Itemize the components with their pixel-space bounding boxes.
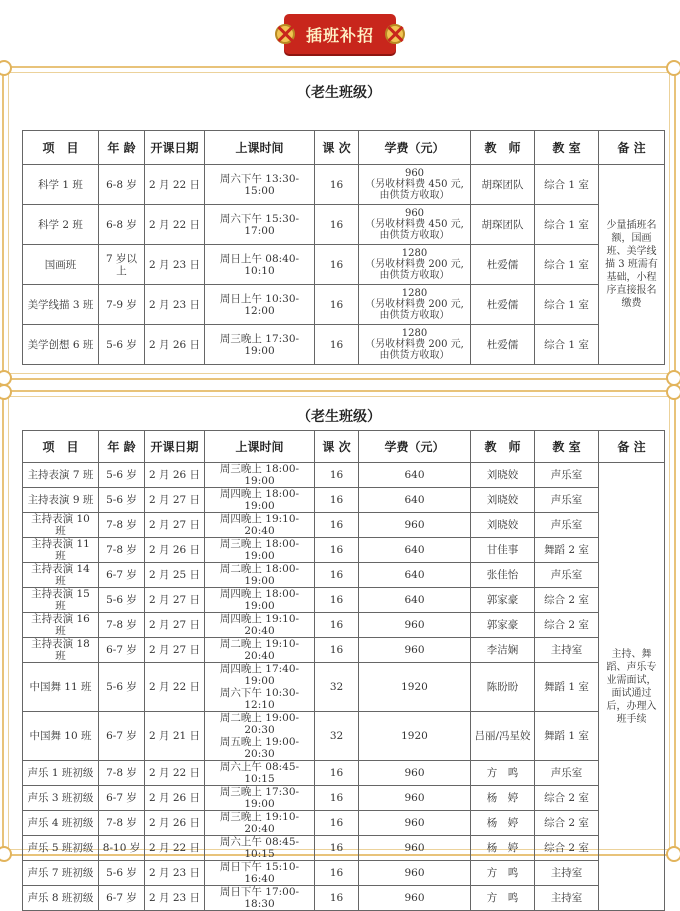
start-date: 2 月 26 日 xyxy=(145,463,205,488)
start-date: 2 月 23 日 xyxy=(145,886,205,911)
teacher: 刘晓姣 xyxy=(471,513,535,538)
class-time: 周四晚上 18:00-19:00 xyxy=(205,488,315,513)
lesson-count: 16 xyxy=(315,488,359,513)
classroom: 综合 2 室 xyxy=(535,811,599,836)
class-time: 周四晚上 19:10-20:40 xyxy=(205,513,315,538)
table-row xyxy=(23,205,665,245)
tuition-fee: 640 xyxy=(359,538,471,563)
lesson-count: 16 xyxy=(315,325,359,365)
start-date: 2 月 22 日 xyxy=(145,663,205,712)
tuition-fee: 1920 xyxy=(359,712,471,761)
teacher: 杜爱儒 xyxy=(471,245,535,285)
table-row xyxy=(23,613,665,638)
teacher: 陈盼盼 xyxy=(471,663,535,712)
teacher: 刘晓姣 xyxy=(471,488,535,513)
lesson-count: 16 xyxy=(315,563,359,588)
course-name: 科学 1 班 xyxy=(23,165,99,205)
teacher: 李洁娴 xyxy=(471,638,535,663)
course-name: 中国舞 10 班 xyxy=(23,712,99,761)
tuition-fee: 960 xyxy=(359,513,471,538)
lesson-count: 16 xyxy=(315,245,359,285)
header-cell: 项 目 xyxy=(23,131,99,165)
banner-title: 插班补招 xyxy=(305,26,374,45)
lesson-count: 16 xyxy=(315,285,359,325)
class-time: 周四晚上 18:00-19:00 xyxy=(205,588,315,613)
teacher: 甘佳事 xyxy=(471,538,535,563)
teacher: 杨 婷 xyxy=(471,811,535,836)
table-row xyxy=(23,463,665,488)
teacher: 刘晓姣 xyxy=(471,463,535,488)
course-name: 声乐 8 班初级 xyxy=(23,886,99,911)
class-time: 周二晚上 19:10-20:40 xyxy=(205,638,315,663)
classroom: 舞蹈 1 室 xyxy=(535,712,599,761)
age-range: 6-8 岁 xyxy=(99,205,145,245)
schedule-table-2 xyxy=(22,430,665,911)
table-row xyxy=(23,513,665,538)
table-row xyxy=(23,488,665,513)
table-row xyxy=(23,712,665,761)
class-time: 周三晚上 18:00-19:00 xyxy=(205,538,315,563)
class-time: 周六上午 08:45-10:15 xyxy=(205,761,315,786)
course-name: 国画班 xyxy=(23,245,99,285)
header-cell: 课 次 xyxy=(315,431,359,463)
age-range: 7-8 岁 xyxy=(99,513,145,538)
class-time: 周三晚上 18:00-19:00 xyxy=(205,463,315,488)
start-date: 2 月 27 日 xyxy=(145,513,205,538)
tuition-fee: 960 xyxy=(359,836,471,861)
lesson-count: 16 xyxy=(315,861,359,886)
age-range: 6-8 岁 xyxy=(99,165,145,205)
course-name: 主持表演 10 班 xyxy=(23,513,99,538)
classroom: 综合 2 室 xyxy=(535,613,599,638)
lesson-count: 16 xyxy=(315,836,359,861)
header-cell: 上课时间 xyxy=(205,431,315,463)
table-row xyxy=(23,638,665,663)
class-time: 周六下午 13:30-15:00 xyxy=(205,165,315,205)
start-date: 2 月 27 日 xyxy=(145,488,205,513)
header-cell: 开课日期 xyxy=(145,431,205,463)
start-date: 2 月 26 日 xyxy=(145,538,205,563)
table-row xyxy=(23,836,665,861)
start-date: 2 月 22 日 xyxy=(145,205,205,245)
class-time: 周日下午 15:10-16:40 xyxy=(205,861,315,886)
tuition-fee: 960 xyxy=(359,886,471,911)
header-cell: 学费（元） xyxy=(359,131,471,165)
classroom: 综合 2 室 xyxy=(535,836,599,861)
course-name: 声乐 1 班初级 xyxy=(23,761,99,786)
classroom: 主持室 xyxy=(535,861,599,886)
age-range: 6-7 岁 xyxy=(99,563,145,588)
start-date: 2 月 23 日 xyxy=(145,861,205,886)
teacher: 方 鸣 xyxy=(471,886,535,911)
classroom: 声乐室 xyxy=(535,761,599,786)
header-cell: 项 目 xyxy=(23,431,99,463)
start-date: 2 月 26 日 xyxy=(145,811,205,836)
tuition-fee: 960 xyxy=(359,786,471,811)
classroom: 综合 2 室 xyxy=(535,786,599,811)
lesson-count: 16 xyxy=(315,761,359,786)
class-time: 周二晚上 19:00-20:30 周五晚上 19:00-20:30 xyxy=(205,712,315,761)
teacher: 方 鸣 xyxy=(471,861,535,886)
tuition-fee: 1280 （另收材料费 200 元, 由供货方收取） xyxy=(359,245,471,285)
table-row xyxy=(23,663,665,712)
start-date: 2 月 21 日 xyxy=(145,712,205,761)
classroom: 综合 1 室 xyxy=(535,325,599,365)
lesson-count: 16 xyxy=(315,613,359,638)
tuition-fee: 1920 xyxy=(359,663,471,712)
course-name: 美学线描 3 班 xyxy=(23,285,99,325)
class-time: 周三晚上 19:10-20:40 xyxy=(205,811,315,836)
teacher: 张佳怡 xyxy=(471,563,535,588)
course-name: 美学创想 6 班 xyxy=(23,325,99,365)
class-time: 周日上午 08:40-10:10 xyxy=(205,245,315,285)
lesson-count: 16 xyxy=(315,638,359,663)
class-time: 周三晚上 17:30-19:00 xyxy=(205,786,315,811)
table-row xyxy=(23,786,665,811)
section-frame-1 xyxy=(2,66,676,380)
table-row xyxy=(23,285,665,325)
teacher: 杜爱儒 xyxy=(471,325,535,365)
tuition-fee: 960 xyxy=(359,761,471,786)
teacher: 郭家豪 xyxy=(471,613,535,638)
tuition-fee: 640 xyxy=(359,463,471,488)
class-time: 周日上午 10:30-12:00 xyxy=(205,285,315,325)
teacher: 杨 婷 xyxy=(471,836,535,861)
age-range: 7-8 岁 xyxy=(99,761,145,786)
age-range: 5-6 岁 xyxy=(99,663,145,712)
lesson-count: 16 xyxy=(315,205,359,245)
age-range: 7-8 岁 xyxy=(99,811,145,836)
table-row xyxy=(23,165,665,205)
header-cell: 备 注 xyxy=(599,431,665,463)
tuition-fee: 640 xyxy=(359,588,471,613)
start-date: 2 月 25 日 xyxy=(145,563,205,588)
section-title: （老生班级） xyxy=(297,409,381,425)
age-range: 5-6 岁 xyxy=(99,488,145,513)
header-cell: 上课时间 xyxy=(205,131,315,165)
tuition-fee: 960 （另收材料费 450 元, 由供货方收取） xyxy=(359,205,471,245)
course-name: 声乐 7 班初级 xyxy=(23,861,99,886)
teacher: 方 鸣 xyxy=(471,761,535,786)
start-date: 2 月 27 日 xyxy=(145,638,205,663)
age-range: 6-7 岁 xyxy=(99,638,145,663)
age-range: 7-8 岁 xyxy=(99,613,145,638)
header-cell: 课 次 xyxy=(315,131,359,165)
age-range: 8-10 岁 xyxy=(99,836,145,861)
class-time: 周六上午 08:45-10:15 xyxy=(205,836,315,861)
header-cell: 年 龄 xyxy=(99,131,145,165)
course-name: 主持表演 7 班 xyxy=(23,463,99,488)
lesson-count: 16 xyxy=(315,513,359,538)
age-range: 7-9 岁 xyxy=(99,285,145,325)
title-banner xyxy=(284,14,396,54)
table-row xyxy=(23,563,665,588)
course-name: 声乐 4 班初级 xyxy=(23,811,99,836)
table-row xyxy=(23,588,665,613)
header-cell: 备 注 xyxy=(599,131,665,165)
class-time: 周六下午 15:30-17:00 xyxy=(205,205,315,245)
tuition-fee: 960 xyxy=(359,811,471,836)
table-header-row xyxy=(23,431,665,463)
table-row xyxy=(23,811,665,836)
table-row xyxy=(23,886,665,911)
age-range: 6-7 岁 xyxy=(99,712,145,761)
tuition-fee: 960 xyxy=(359,613,471,638)
course-name: 声乐 5 班初级 xyxy=(23,836,99,861)
start-date: 2 月 22 日 xyxy=(145,165,205,205)
teacher: 胡琛团队 xyxy=(471,165,535,205)
classroom: 舞蹈 1 室 xyxy=(535,663,599,712)
course-name: 科学 2 班 xyxy=(23,205,99,245)
teacher: 郭家豪 xyxy=(471,588,535,613)
start-date: 2 月 26 日 xyxy=(145,325,205,365)
section-title: （老生班级） xyxy=(297,85,381,101)
class-time: 周四晚上 19:10-20:40 xyxy=(205,613,315,638)
teacher: 胡琛团队 xyxy=(471,205,535,245)
tuition-fee: 960 （另收材料费 450 元, 由供货方收取） xyxy=(359,165,471,205)
age-range: 7 岁以上 xyxy=(99,245,145,285)
course-name: 主持表演 15 班 xyxy=(23,588,99,613)
teacher: 杨 婷 xyxy=(471,786,535,811)
start-date: 2 月 23 日 xyxy=(145,285,205,325)
table-header-row xyxy=(23,131,665,165)
course-name: 中国舞 11 班 xyxy=(23,663,99,712)
classroom: 声乐室 xyxy=(535,513,599,538)
start-date: 2 月 27 日 xyxy=(145,588,205,613)
header-cell: 开课日期 xyxy=(145,131,205,165)
lesson-count: 16 xyxy=(315,538,359,563)
course-name: 主持表演 18 班 xyxy=(23,638,99,663)
class-time: 周四晚上 17:40-19:00 周六下午 10:30-12:10 xyxy=(205,663,315,712)
start-date: 2 月 23 日 xyxy=(145,245,205,285)
classroom: 综合 2 室 xyxy=(535,588,599,613)
header-cell: 学费（元） xyxy=(359,431,471,463)
classroom: 声乐室 xyxy=(535,463,599,488)
table-row xyxy=(23,325,665,365)
start-date: 2 月 26 日 xyxy=(145,786,205,811)
age-range: 5-6 岁 xyxy=(99,463,145,488)
course-name: 声乐 3 班初级 xyxy=(23,786,99,811)
corner-ornament-icon xyxy=(666,60,680,76)
classroom: 声乐室 xyxy=(535,488,599,513)
age-range: 6-7 岁 xyxy=(99,886,145,911)
class-time: 周三晚上 17:30-19:00 xyxy=(205,325,315,365)
lesson-count: 16 xyxy=(315,165,359,205)
age-range: 5-6 岁 xyxy=(99,861,145,886)
table-row xyxy=(23,245,665,285)
course-name: 主持表演 16 班 xyxy=(23,613,99,638)
tuition-fee: 960 xyxy=(359,638,471,663)
lesson-count: 16 xyxy=(315,588,359,613)
header-cell: 年 龄 xyxy=(99,431,145,463)
header-cell: 教 师 xyxy=(471,431,535,463)
header-cell: 教 室 xyxy=(535,131,599,165)
lesson-count: 16 xyxy=(315,886,359,911)
table-row xyxy=(23,761,665,786)
start-date: 2 月 22 日 xyxy=(145,836,205,861)
remark: 主持、舞蹈、声乐专业需面试，面试通过后，办理入班手续 xyxy=(599,463,665,911)
teacher: 杜爱儒 xyxy=(471,285,535,325)
age-range: 6-7 岁 xyxy=(99,786,145,811)
lesson-count: 16 xyxy=(315,811,359,836)
section-frame-2 xyxy=(2,390,676,910)
classroom: 综合 1 室 xyxy=(535,285,599,325)
corner-ornament-icon xyxy=(666,384,680,400)
course-name: 主持表演 11 班 xyxy=(23,538,99,563)
course-name: 主持表演 9 班 xyxy=(23,488,99,513)
classroom: 综合 1 室 xyxy=(535,165,599,205)
classroom: 声乐室 xyxy=(535,563,599,588)
tuition-fee: 640 xyxy=(359,488,471,513)
lesson-count: 16 xyxy=(315,786,359,811)
age-range: 7-8 岁 xyxy=(99,538,145,563)
lesson-count: 16 xyxy=(315,463,359,488)
course-name: 主持表演 14 班 xyxy=(23,563,99,588)
classroom: 综合 1 室 xyxy=(535,205,599,245)
tuition-fee: 1280 （另收材料费 200 元, 由供货方收取） xyxy=(359,285,471,325)
lesson-count: 32 xyxy=(315,663,359,712)
lesson-count: 32 xyxy=(315,712,359,761)
tuition-fee: 640 xyxy=(359,563,471,588)
class-time: 周日下午 17:00-18:30 xyxy=(205,886,315,911)
table-row xyxy=(23,861,665,886)
header-cell: 教 室 xyxy=(535,431,599,463)
chinese-knot-icon xyxy=(385,24,405,44)
classroom: 主持室 xyxy=(535,886,599,911)
remark: 少量插班名额，国画班、美学线描 3 班需有基础，小程序直接报名缴费 xyxy=(599,165,665,365)
age-range: 5-6 岁 xyxy=(99,325,145,365)
age-range: 5-6 岁 xyxy=(99,588,145,613)
classroom: 舞蹈 2 室 xyxy=(535,538,599,563)
class-time: 周二晚上 18:00-19:00 xyxy=(205,563,315,588)
table-row xyxy=(23,538,665,563)
tuition-fee: 960 xyxy=(359,861,471,886)
start-date: 2 月 27 日 xyxy=(145,613,205,638)
start-date: 2 月 22 日 xyxy=(145,761,205,786)
classroom: 主持室 xyxy=(535,638,599,663)
teacher: 吕丽/冯星姣 xyxy=(471,712,535,761)
schedule-table-1 xyxy=(22,130,665,365)
tuition-fee: 1280 （另收材料费 200 元, 由供货方收取） xyxy=(359,325,471,365)
header-cell: 教 师 xyxy=(471,131,535,165)
classroom: 综合 1 室 xyxy=(535,245,599,285)
